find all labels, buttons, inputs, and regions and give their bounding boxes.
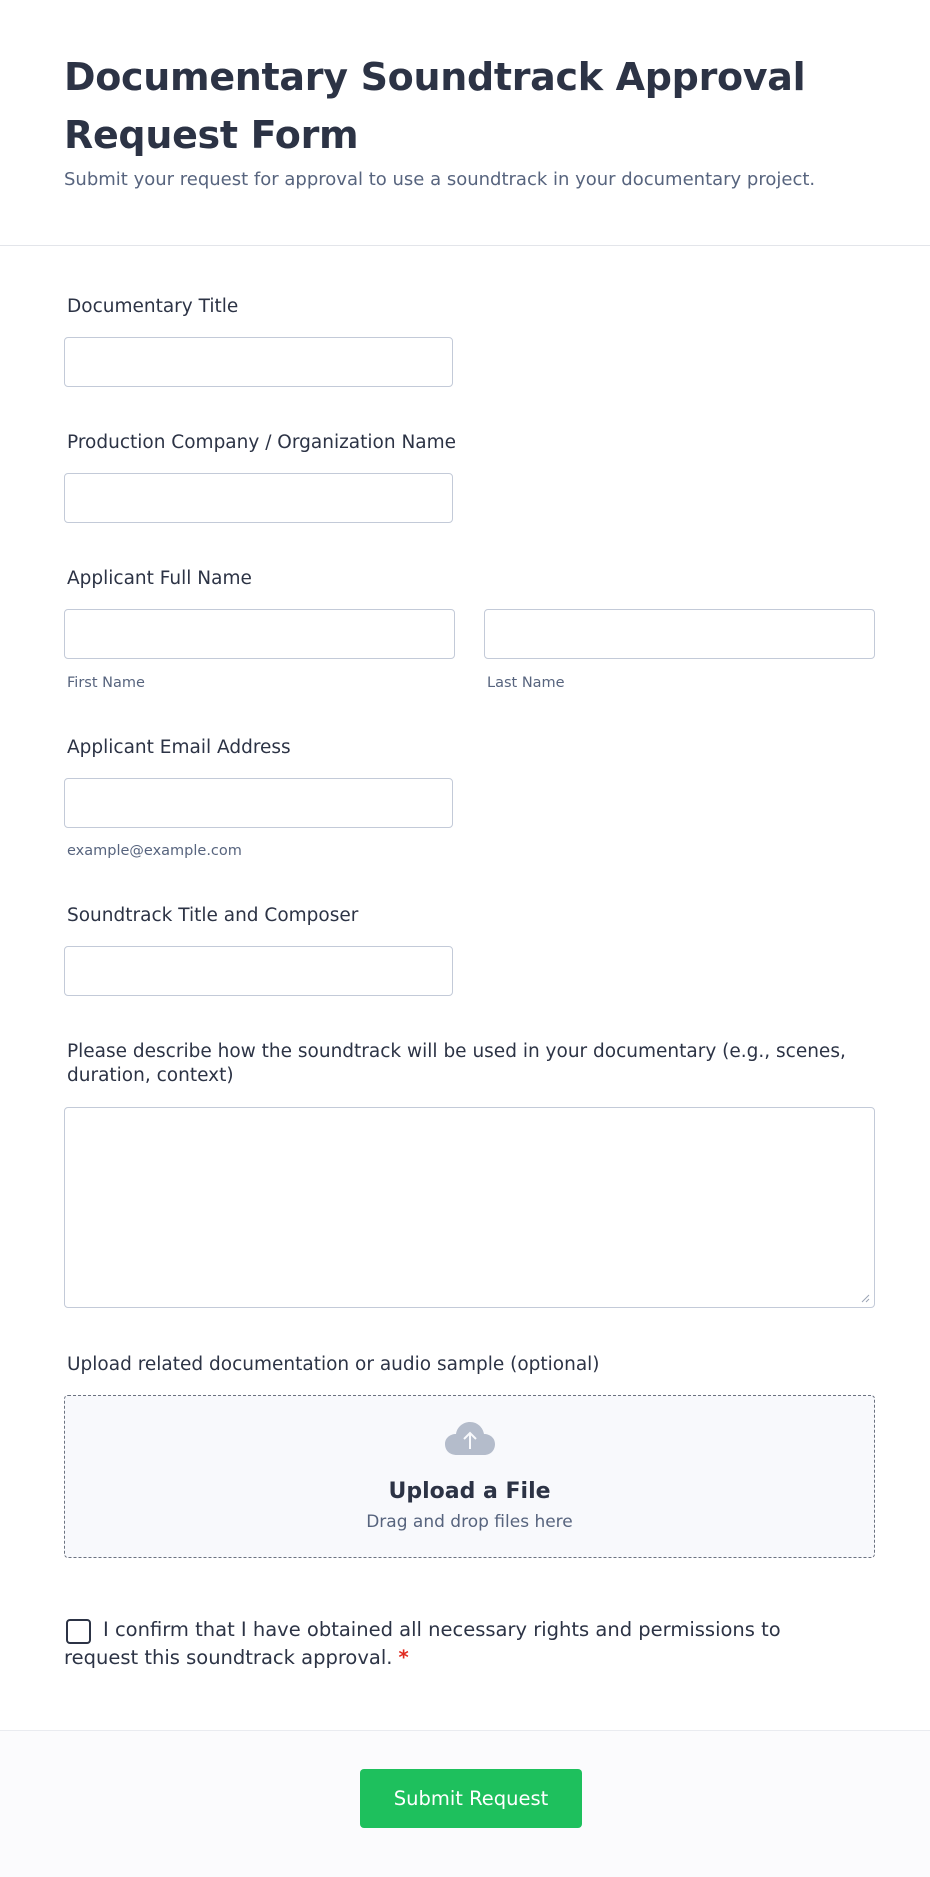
consent-text: [64, 1616, 824, 1672]
page-subtitle: Submit your request for approval to use a soundtrack in your documentary project.: [64, 169, 816, 190]
first-name-input[interactable]: [64, 609, 455, 659]
file-upload-dropzone[interactable]: [64, 1395, 875, 1558]
documentary-title-input[interactable]: [64, 337, 453, 387]
production-company-input[interactable]: [64, 473, 453, 523]
email-label: Applicant Email Address: [67, 737, 291, 758]
soundtrack-input[interactable]: [64, 946, 453, 996]
page-title: Documentary Soundtrack Approval Request Form: [64, 55, 806, 157]
required-asterisk: *: [398, 1646, 409, 1669]
consent-label: I confirm that I have obtained all necessary rights and permissions to request this soundtrack approval.: [64, 1618, 781, 1669]
soundtrack-label: Soundtrack Title and Composer: [67, 905, 359, 926]
first-name-sublabel: First Name: [67, 675, 145, 691]
email-sublabel: example@example.com: [67, 843, 242, 859]
upload-label: Upload related documentation or audio sample (optional): [67, 1354, 600, 1375]
usage-label: Please describe how the soundtrack will be used in your documentary (e.g., scenes, duration, context): [67, 1041, 846, 1086]
documentary-title-label: Documentary Title: [67, 296, 239, 317]
upload-title: Upload a File: [388, 1479, 551, 1504]
production-company-label: Production Company / Organization Name: [67, 432, 457, 453]
last-name-sublabel: Last Name: [487, 675, 565, 691]
usage-textarea[interactable]: [64, 1107, 875, 1308]
resize-grip-icon[interactable]: [861, 1294, 870, 1303]
form-header: [0, 0, 930, 246]
cloud-upload-icon: [445, 1422, 495, 1456]
upload-subtitle: Drag and drop files here: [366, 1512, 573, 1532]
email-input[interactable]: [64, 778, 453, 828]
submit-button[interactable]: Submit Request: [360, 1769, 582, 1828]
last-name-input[interactable]: [484, 609, 875, 659]
applicant-name-label: Applicant Full Name: [67, 568, 252, 589]
